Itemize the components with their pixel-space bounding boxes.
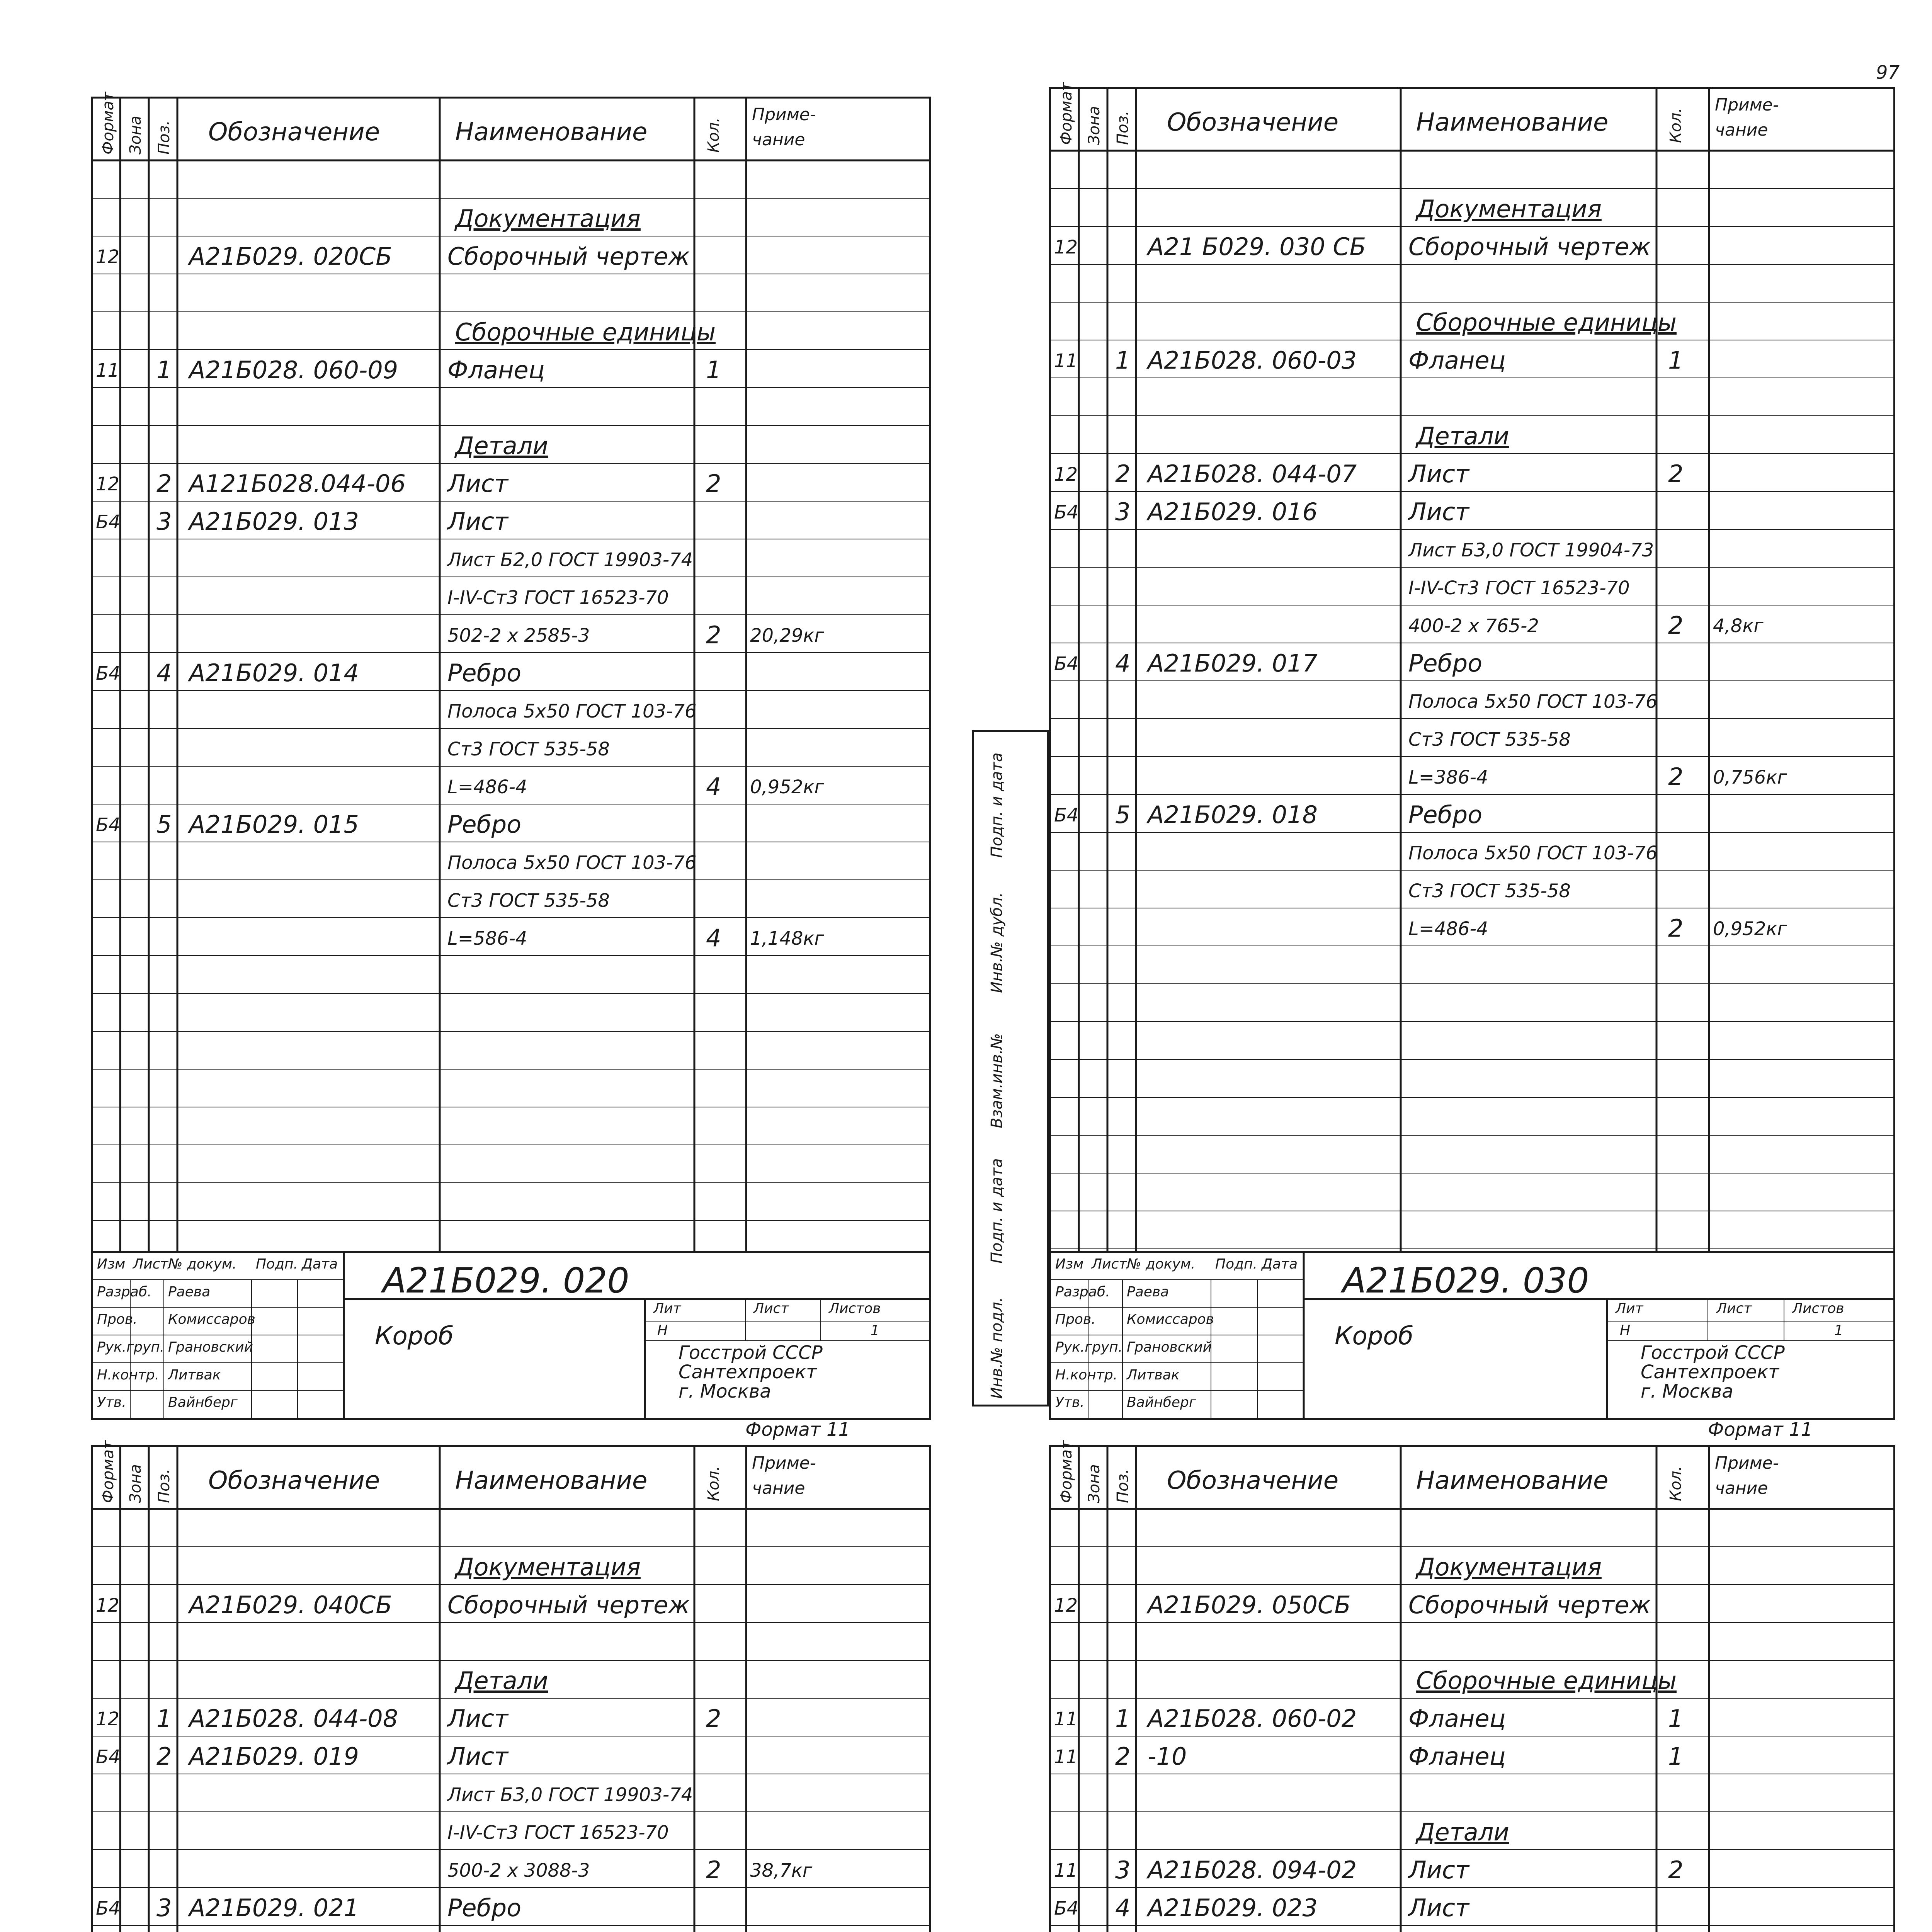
format-cell: 11 bbox=[1054, 1860, 1078, 1881]
designation-cell: А21 Б029. 030 СБ bbox=[1148, 233, 1366, 261]
header-note-2: чание bbox=[1715, 120, 1768, 140]
stamp-prov: Пров. bbox=[1055, 1311, 1096, 1327]
header-name: Наименование bbox=[455, 118, 648, 146]
name-cell: Лист bbox=[447, 507, 509, 536]
stamp-p2: Комиссаров bbox=[168, 1311, 255, 1327]
name-cell: I-IV-Ст3 ГОСТ 16523-70 bbox=[1408, 577, 1630, 599]
name-cell: Ст3 ГОСТ 535-58 bbox=[1408, 729, 1571, 750]
stamp-p5: Вайнберг bbox=[1127, 1395, 1196, 1410]
stamp-p4: Литвак bbox=[1127, 1367, 1180, 1383]
side-label: Инв.№ дубл. bbox=[988, 892, 1006, 993]
name-cell: Ребро bbox=[1408, 801, 1483, 829]
name-cell: Полоса 5х50 ГОСТ 103-76 bbox=[447, 701, 697, 722]
designation-cell: А21Б029. 020СБ bbox=[189, 242, 392, 270]
side-label: Инв.№ подл. bbox=[988, 1297, 1006, 1399]
stamp-format: Формат 11 bbox=[745, 1419, 850, 1440]
stamp-org1: Госстрой СССР bbox=[679, 1342, 823, 1364]
note-cell: 1,148кг bbox=[750, 928, 824, 949]
stamp-p3: Грановский bbox=[168, 1339, 253, 1355]
name-cell: I-IV-Ст3 ГОСТ 16523-70 bbox=[447, 1822, 669, 1844]
name-cell: Лист bbox=[447, 1704, 509, 1733]
name-cell: L=486-4 bbox=[447, 776, 527, 798]
header-format: Формат bbox=[1058, 1440, 1075, 1503]
name-cell: 500-2 х 3088-3 bbox=[447, 1860, 590, 1881]
stamp-p3: Грановский bbox=[1127, 1339, 1212, 1355]
side-label: Подп. и дата bbox=[988, 752, 1006, 858]
stamp-listov: Листов bbox=[1792, 1301, 1844, 1316]
designation-cell: А21Б029. 021 bbox=[189, 1894, 359, 1922]
quantity-cell: 2 bbox=[1668, 1856, 1684, 1884]
name-cell: Лист bbox=[447, 469, 509, 498]
position-cell: 3 bbox=[1115, 1856, 1131, 1884]
position-cell: 1 bbox=[1115, 346, 1131, 374]
format-cell: Б4 bbox=[1054, 502, 1079, 523]
format-cell: Б4 bbox=[96, 1746, 121, 1768]
name-cell: Ст3 ГОСТ 535-58 bbox=[447, 890, 610, 912]
format-cell: 12 bbox=[96, 473, 120, 495]
stamp-p1: Раева bbox=[168, 1284, 211, 1300]
header-qty: Кол. bbox=[1667, 1466, 1685, 1501]
header-pos: Поз. bbox=[155, 120, 173, 155]
name-cell: Ребро bbox=[447, 1894, 522, 1922]
name-cell: Лист Б3,0 ГОСТ 19903-74 bbox=[447, 1784, 693, 1806]
stamp-razrab: Разраб. bbox=[1055, 1284, 1110, 1300]
format-cell: 11 bbox=[1054, 1708, 1078, 1730]
name-cell: Ребро bbox=[447, 659, 522, 687]
header-pos: Поз. bbox=[1114, 111, 1132, 145]
name-cell: Сборочный чертеж bbox=[447, 1591, 690, 1619]
side-label: Взам.инв.№ bbox=[988, 1033, 1006, 1128]
stamp-list: Лист bbox=[133, 1256, 168, 1272]
quantity-cell: 2 bbox=[706, 469, 721, 498]
note-cell: 0,952кг bbox=[750, 776, 824, 798]
format-cell: 12 bbox=[1054, 236, 1078, 258]
format-cell: Б4 bbox=[96, 1898, 121, 1919]
format-cell: 11 bbox=[96, 360, 120, 381]
designation-cell: А21Б029. 016 bbox=[1148, 498, 1318, 526]
header-note-2: чание bbox=[1715, 1478, 1768, 1498]
format-cell: 12 bbox=[1054, 464, 1078, 485]
quantity-cell: 1 bbox=[1668, 1704, 1684, 1733]
stamp-ndokum: № докум. bbox=[1127, 1256, 1196, 1272]
name-cell: Лист bbox=[1408, 1894, 1469, 1922]
stamp-list2: Лист bbox=[753, 1301, 789, 1316]
designation-cell: А21Б029. 040СБ bbox=[189, 1591, 392, 1619]
name-cell: Лист Б2,0 ГОСТ 19903-74 bbox=[447, 549, 693, 571]
name-cell: Фланец bbox=[447, 356, 545, 384]
quantity-cell: 2 bbox=[1668, 914, 1684, 942]
note-cell: 0,952кг bbox=[1713, 918, 1787, 940]
format-cell: 11 bbox=[1054, 1746, 1078, 1768]
drawing-code: А21Б029. 020 bbox=[383, 1260, 629, 1301]
name-cell: Ст3 ГОСТ 535-58 bbox=[447, 738, 610, 760]
header-note-1: Приме- bbox=[1715, 1453, 1779, 1473]
drawing-title: Короб bbox=[1335, 1322, 1413, 1351]
spec-sheet-1 bbox=[91, 92, 931, 1440]
name-cell: Сборочный чертеж bbox=[447, 242, 690, 270]
header-note-1: Приме- bbox=[1715, 95, 1779, 115]
stamp-list2: Лист bbox=[1716, 1301, 1752, 1316]
position-cell: 2 bbox=[1115, 460, 1131, 488]
quantity-cell: 1 bbox=[706, 356, 721, 384]
stamp-utv: Утв. bbox=[97, 1395, 126, 1410]
side-label: Подп. и дата bbox=[988, 1158, 1006, 1264]
header-designation: Обозначение bbox=[208, 1466, 380, 1495]
format-cell: 12 bbox=[96, 246, 120, 268]
stamp-p2: Комиссаров bbox=[1127, 1311, 1214, 1327]
name-cell: L=486-4 bbox=[1408, 918, 1488, 940]
spec-sheet-3 bbox=[91, 1440, 931, 1932]
stamp-podp: Подп. bbox=[256, 1256, 298, 1272]
position-cell: 1 bbox=[156, 356, 172, 384]
format-cell: 12 bbox=[96, 1595, 120, 1616]
spec-sheet-4 bbox=[1049, 1440, 1895, 1932]
header-pos: Поз. bbox=[155, 1469, 173, 1503]
designation-cell: А21Б028. 094-02 bbox=[1148, 1856, 1357, 1884]
header-format: Формат bbox=[99, 1440, 117, 1503]
name-cell: 502-2 х 2585-3 bbox=[447, 625, 590, 646]
name-cell: Полоса 5х50 ГОСТ 103-76 bbox=[1408, 842, 1658, 864]
designation-cell: А21Б029. 019 bbox=[189, 1742, 359, 1770]
stamp-p4: Литвак bbox=[168, 1367, 221, 1383]
quantity-cell: 2 bbox=[1668, 460, 1684, 488]
designation-cell: А21Б028. 060-02 bbox=[1148, 1704, 1357, 1733]
quantity-cell: 2 bbox=[1668, 763, 1684, 791]
stamp-rukgr: Рук.груп. bbox=[97, 1339, 165, 1355]
stamp-nkontr: Н.контр. bbox=[1055, 1367, 1118, 1383]
page-number: 97 bbox=[1876, 62, 1900, 83]
spec-sheet-2 bbox=[1049, 82, 1895, 1440]
drawing-code: А21Б029. 030 bbox=[1342, 1260, 1589, 1301]
table-grid bbox=[1051, 89, 1893, 1418]
header-pos: Поз. bbox=[1114, 1469, 1132, 1503]
stamp-rukgr: Рук.груп. bbox=[1055, 1339, 1123, 1355]
stamp-org2: Сантехпроект bbox=[1641, 1361, 1779, 1383]
position-cell: 2 bbox=[1115, 1742, 1131, 1770]
quantity-cell: 1 bbox=[1668, 1742, 1684, 1770]
section-title: Документация bbox=[1416, 195, 1602, 223]
position-cell: 2 bbox=[156, 469, 172, 498]
header-note-2: чание bbox=[752, 130, 805, 150]
name-cell: L=586-4 bbox=[447, 928, 527, 949]
position-cell: 5 bbox=[1115, 801, 1131, 829]
stamp-sheets-value: 1 bbox=[1834, 1323, 1843, 1338]
designation-cell: А21Б029. 018 bbox=[1148, 801, 1318, 829]
note-cell: 20,29кг bbox=[750, 625, 824, 646]
header-format: Формат bbox=[99, 92, 117, 155]
header-note-1: Приме- bbox=[752, 105, 816, 124]
section-title: Сборочные единицы bbox=[1416, 1667, 1677, 1695]
designation-cell: А21Б029. 015 bbox=[189, 810, 359, 838]
section-title: Детали bbox=[455, 1667, 548, 1695]
stamp-podp: Подп. bbox=[1215, 1256, 1257, 1272]
stamp-data: Дата bbox=[302, 1256, 338, 1272]
format-cell: Б4 bbox=[96, 663, 121, 684]
stamp-lit: Лит bbox=[1616, 1301, 1643, 1316]
name-cell: L=386-4 bbox=[1408, 767, 1488, 788]
position-cell: 1 bbox=[1115, 1704, 1131, 1733]
designation-cell: А21Б029. 014 bbox=[189, 659, 359, 687]
name-cell: Полоса 5х50 ГОСТ 103-76 bbox=[447, 852, 697, 874]
position-cell: 4 bbox=[156, 659, 172, 687]
note-cell: 0,756кг bbox=[1713, 767, 1787, 788]
stamp-ndokum: № докум. bbox=[168, 1256, 237, 1272]
format-cell: Б4 bbox=[96, 814, 121, 836]
name-cell: Полоса 5х50 ГОСТ 103-76 bbox=[1408, 691, 1658, 713]
quantity-cell: 2 bbox=[706, 1856, 721, 1884]
name-cell: Лист bbox=[447, 1742, 509, 1770]
format-cell: Б4 bbox=[1054, 653, 1079, 675]
stamp-format: Формат 11 bbox=[1708, 1419, 1813, 1440]
header-name: Наименование bbox=[1416, 1466, 1609, 1495]
designation-cell: А21Б029. 013 bbox=[189, 507, 359, 536]
drawing-title: Короб bbox=[375, 1322, 454, 1351]
section-title: Документация bbox=[1416, 1553, 1602, 1581]
header-zone: Зона bbox=[127, 116, 145, 155]
stamp-org3: г. Москва bbox=[1641, 1381, 1733, 1402]
header-note-2: чание bbox=[752, 1478, 805, 1498]
stamp-data: Дата bbox=[1262, 1256, 1298, 1272]
stamp-p1: Раева bbox=[1127, 1284, 1169, 1300]
position-cell: 2 bbox=[156, 1742, 172, 1770]
position-cell: 4 bbox=[1115, 1894, 1131, 1922]
stamp-nkontr: Н.контр. bbox=[97, 1367, 160, 1383]
stamp-sheets-value: 1 bbox=[871, 1323, 879, 1338]
position-cell: 3 bbox=[1115, 498, 1131, 526]
stamp-lit: Лит bbox=[653, 1301, 681, 1316]
stamp-utv: Утв. bbox=[1055, 1395, 1085, 1410]
designation-cell: А121Б028.044-06 bbox=[189, 469, 406, 498]
format-cell: Б4 bbox=[1054, 1898, 1079, 1919]
header-format: Формат bbox=[1058, 82, 1075, 145]
position-cell: 4 bbox=[1115, 649, 1131, 677]
header-qty: Кол. bbox=[705, 1466, 723, 1501]
stamp-lit-value: Н bbox=[1620, 1323, 1631, 1338]
format-cell: Б4 bbox=[1054, 804, 1079, 826]
side-stamp-upper bbox=[972, 730, 1049, 1406]
name-cell: Лист bbox=[1408, 498, 1469, 526]
stamp-prov: Пров. bbox=[97, 1311, 138, 1327]
name-cell: Фланец bbox=[1408, 1742, 1506, 1770]
name-cell: Лист Б3,0 ГОСТ 19904-73 bbox=[1408, 539, 1654, 561]
section-title: Детали bbox=[455, 432, 548, 460]
designation-cell: А21Б028. 044-07 bbox=[1148, 460, 1357, 488]
designation-cell: А21Б028. 060-03 bbox=[1148, 346, 1357, 374]
position-cell: 1 bbox=[156, 1704, 172, 1733]
designation-cell: А21Б029. 050СБ bbox=[1148, 1591, 1351, 1619]
designation-cell: А21Б028. 060-09 bbox=[189, 356, 398, 384]
position-cell: 5 bbox=[156, 810, 172, 838]
designation-cell: А21Б029. 017 bbox=[1148, 649, 1318, 677]
header-designation: Обозначение bbox=[1167, 1466, 1339, 1495]
designation-cell: А21Б029. 023 bbox=[1148, 1894, 1318, 1922]
header-name: Наименование bbox=[1416, 108, 1609, 137]
quantity-cell: 4 bbox=[706, 924, 721, 952]
name-cell: I-IV-Ст3 ГОСТ 16523-70 bbox=[447, 587, 669, 609]
section-title: Сборочные единицы bbox=[455, 318, 716, 346]
header-zone: Зона bbox=[1085, 106, 1103, 145]
header-zone: Зона bbox=[1085, 1464, 1103, 1503]
designation-cell: А21Б028. 044-08 bbox=[189, 1704, 398, 1733]
format-cell: Б4 bbox=[96, 511, 121, 533]
format-cell: 11 bbox=[1054, 350, 1078, 372]
header-designation: Обозначение bbox=[208, 118, 380, 146]
stamp-listov: Листов bbox=[829, 1301, 881, 1316]
stamp-izm: Изм bbox=[97, 1256, 126, 1272]
stamp-org3: г. Москва bbox=[679, 1381, 771, 1402]
name-cell: Фланец bbox=[1408, 1704, 1506, 1733]
header-designation: Обозначение bbox=[1167, 108, 1339, 137]
name-cell: Ребро bbox=[447, 810, 522, 838]
header-zone: Зона bbox=[127, 1464, 145, 1503]
quantity-cell: 2 bbox=[706, 1704, 721, 1733]
name-cell: Ребро bbox=[1408, 649, 1483, 677]
name-cell: Лист bbox=[1408, 460, 1469, 488]
note-cell: 38,7кг bbox=[750, 1860, 813, 1881]
quantity-cell: 2 bbox=[1668, 611, 1684, 639]
position-cell: 3 bbox=[156, 507, 172, 536]
format-cell: 12 bbox=[96, 1708, 120, 1730]
note-cell: 4,8кг bbox=[1713, 615, 1764, 637]
section-title: Документация bbox=[455, 204, 641, 233]
format-cell: 12 bbox=[1054, 1595, 1078, 1616]
position-cell: 3 bbox=[156, 1894, 172, 1922]
stamp-org1: Госстрой СССР bbox=[1641, 1342, 1785, 1364]
stamp-lit-value: Н bbox=[657, 1323, 668, 1338]
header-note-1: Приме- bbox=[752, 1453, 816, 1473]
quantity-cell: 2 bbox=[706, 621, 721, 649]
name-cell: Фланец bbox=[1408, 346, 1506, 374]
quantity-cell: 1 bbox=[1668, 346, 1684, 374]
header-name: Наименование bbox=[455, 1466, 648, 1495]
header-qty: Кол. bbox=[705, 117, 723, 153]
stamp-list: Лист bbox=[1092, 1256, 1127, 1272]
name-cell: 400-2 х 765-2 bbox=[1408, 615, 1539, 637]
designation-cell: -10 bbox=[1148, 1742, 1187, 1770]
stamp-izm: Изм bbox=[1055, 1256, 1084, 1272]
section-title: Детали bbox=[1416, 1818, 1509, 1846]
name-cell: Лист bbox=[1408, 1856, 1469, 1884]
section-title: Документация bbox=[455, 1553, 641, 1581]
section-title: Сборочные единицы bbox=[1416, 308, 1677, 337]
name-cell: Сборочный чертеж bbox=[1408, 233, 1651, 261]
name-cell: Ст3 ГОСТ 535-58 bbox=[1408, 880, 1571, 902]
stamp-p5: Вайнберг bbox=[168, 1395, 238, 1410]
name-cell: Сборочный чертеж bbox=[1408, 1591, 1651, 1619]
stamp-razrab: Разраб. bbox=[97, 1284, 152, 1300]
header-qty: Кол. bbox=[1667, 107, 1685, 143]
stamp-org2: Сантехпроект bbox=[679, 1361, 817, 1383]
section-title: Детали bbox=[1416, 422, 1509, 450]
quantity-cell: 4 bbox=[706, 772, 721, 801]
